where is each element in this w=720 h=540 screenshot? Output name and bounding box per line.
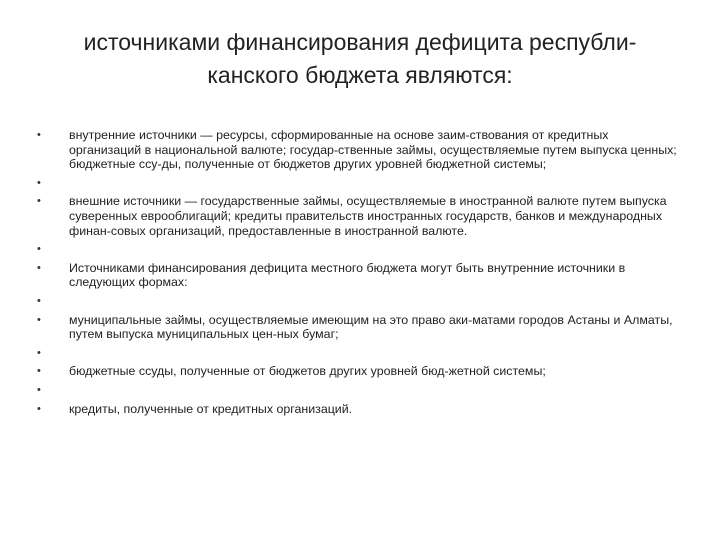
bullet-icon: •	[37, 365, 41, 378]
bullet-icon: •	[37, 176, 41, 189]
bullet-item	[0, 313, 720, 342]
bullet-icon: •	[37, 195, 41, 208]
bullet-icon: •	[37, 129, 41, 141]
bullet-item-empty	[0, 383, 720, 398]
bullet-list	[0, 128, 720, 420]
bullet-icon: •	[37, 261, 41, 274]
bullet-item	[0, 364, 720, 379]
bullet-text: внешние источники — государственные займы, осуществляемые в иностранной валюте путем выпуска суверенных еврооблигаций; кредиты правительств иностранных государств, банков и международных финан-совых организаций, предоставленные в иностранной валюте.	[69, 194, 667, 238]
bullet-text: внутренние источники — ресурсы, сформированные на основе заим-ствования от кредитных организаций в национальной валюте; государ-ственные займы, осуществляемые путем выпуска ценных; бюджетные ссу-ды, полученные от бюджетов других уровней бюджетной системы;	[69, 128, 677, 172]
bullet-text: муниципальные займы, осуществляемые имеющим на это право аки-матами городов Астаны и Алматы, путем выпуска муниципальных цен-ных бумаг;	[69, 312, 673, 342]
bullet-item	[0, 261, 720, 290]
bullet-icon: •	[37, 383, 41, 396]
slide-title-line-2: канского бюджета являются:	[207, 62, 513, 88]
bullet-item-empty	[0, 176, 720, 191]
bullet-text: кредиты, полученные от кредитных организаций.	[69, 401, 353, 416]
bullet-icon: •	[37, 313, 41, 326]
bullet-icon: •	[37, 346, 41, 359]
bullet-icon: •	[37, 294, 41, 307]
bullet-item	[0, 402, 720, 417]
bullet-item	[0, 128, 720, 172]
bullet-item-empty	[0, 242, 720, 257]
bullet-text: Источниками финансирования дефицита местного бюджета могут быть внутренние источники в следующих формах:	[69, 260, 626, 290]
slide-title	[70, 26, 650, 92]
bullet-item-empty	[0, 294, 720, 309]
slide-title-line-1: источниками финансирования дефицита республи-	[83, 29, 637, 55]
bullet-icon: •	[37, 402, 41, 415]
bullet-icon: •	[37, 243, 41, 256]
bullet-item	[0, 194, 720, 238]
bullet-text: бюджетные ссуды, полученные от бюджетов других уровней бюд-жетной системы;	[69, 364, 546, 379]
bullet-item-empty	[0, 346, 720, 361]
